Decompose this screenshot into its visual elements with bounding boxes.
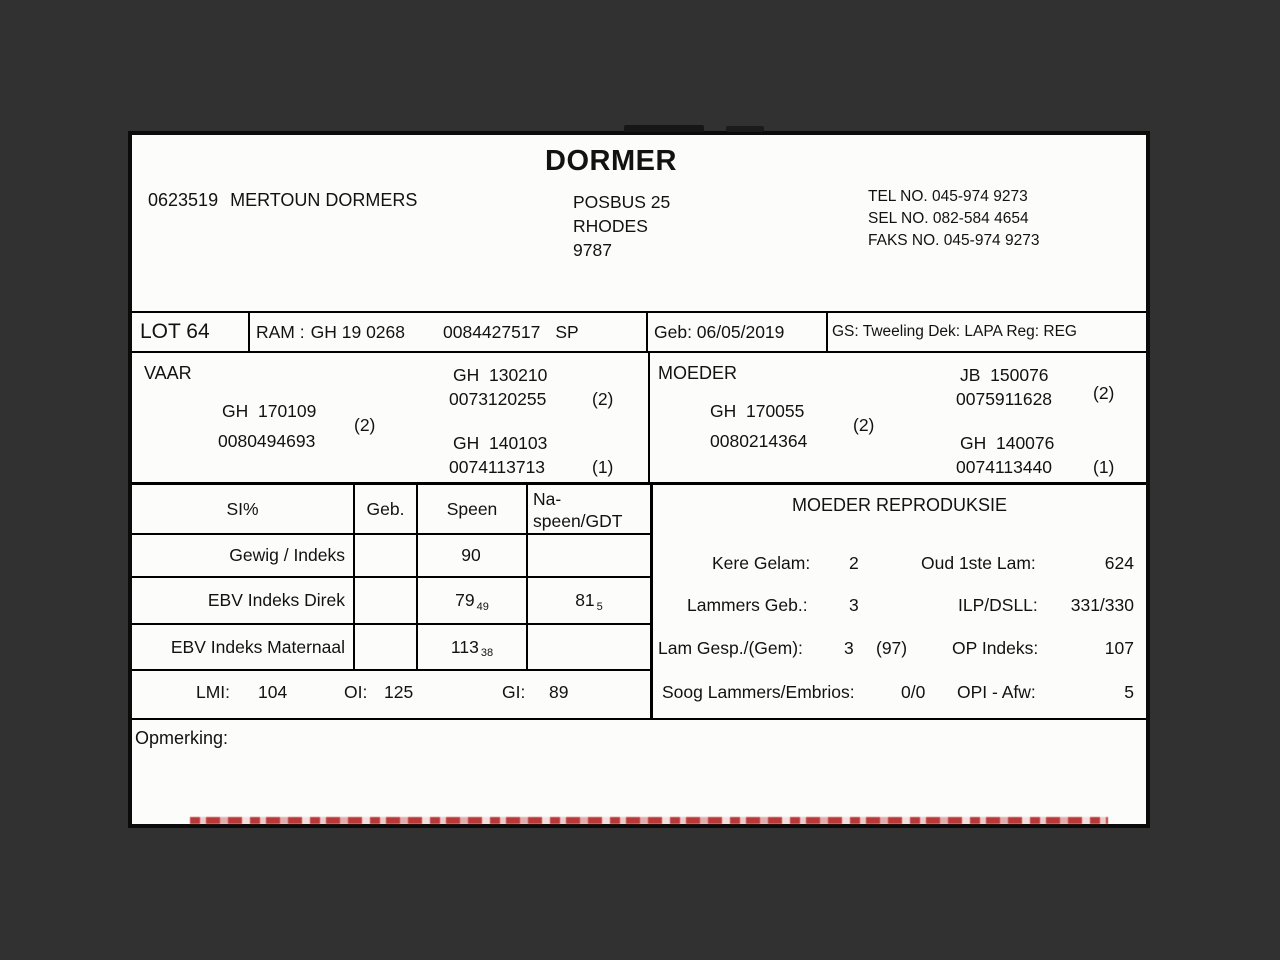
sire-grandsire-line1: GH 130210 bbox=[453, 365, 548, 385]
dam-grandsire-mark: (2) bbox=[1093, 383, 1115, 403]
gs-dek-reg-cell: GS: Tweeling Dek: LAPA Reg: REG bbox=[832, 323, 1077, 340]
catalog-card bbox=[128, 131, 1150, 828]
opi-afw-value: 5 bbox=[1124, 682, 1134, 702]
speen-number: 90 bbox=[461, 545, 481, 565]
lmi-value: 104 bbox=[258, 682, 288, 702]
breed-title: DORMER bbox=[545, 145, 677, 177]
col-header-si: SI% bbox=[132, 485, 355, 533]
sire-mark: (2) bbox=[354, 415, 376, 435]
dam-name-line2: 0080214364 bbox=[710, 431, 808, 451]
dam-name-line1: GH 170055 bbox=[710, 401, 805, 421]
naspeen-value bbox=[528, 535, 650, 576]
lammers-geb-value: 3 bbox=[849, 595, 859, 615]
lam-gesp-gem-value: (97) bbox=[876, 638, 908, 658]
ilp-dsll-value: 331/330 bbox=[1070, 595, 1134, 615]
si-table-row-ebv-direk bbox=[132, 578, 650, 625]
dam-heading: MOEDER bbox=[658, 363, 738, 383]
sire-panel bbox=[132, 353, 650, 482]
oud-1ste-lam-value: 624 bbox=[1104, 553, 1134, 573]
address-block bbox=[573, 190, 670, 262]
birth-date-cell: Geb: 06/05/2019 bbox=[648, 313, 828, 351]
op-indeks-label: OP Indeks: bbox=[952, 638, 1039, 658]
address-line-1: POSBUS 25 bbox=[573, 192, 671, 212]
col-header-naspeen-line1: Na- bbox=[533, 489, 562, 509]
col-header-naspeen bbox=[528, 485, 650, 533]
dam-grandsire-line2: 0075911628 bbox=[956, 389, 1053, 409]
row-label: Gewig / Indeks bbox=[132, 535, 355, 576]
reproduction-panel bbox=[653, 485, 1146, 718]
dam-panel bbox=[650, 353, 1146, 482]
lam-gesp-label: Lam Gesp./(Gem): bbox=[658, 638, 803, 658]
lot-number: LOT 64 bbox=[132, 313, 250, 351]
geb-value bbox=[355, 625, 418, 669]
op-indeks-value: 107 bbox=[1104, 638, 1134, 658]
naspeen-value bbox=[528, 625, 650, 669]
geb-value bbox=[355, 535, 418, 576]
si-table-row-gewig bbox=[132, 535, 650, 578]
scan-artifact bbox=[624, 125, 704, 132]
col-header-geb: Geb. bbox=[355, 485, 418, 533]
accuracy-subscript: 5 bbox=[596, 600, 603, 613]
lot-row bbox=[132, 311, 1146, 353]
naspeen-value bbox=[528, 578, 650, 623]
gi-label: GI: bbox=[502, 682, 526, 702]
oi-label: OI: bbox=[344, 682, 368, 702]
si-table-header-row bbox=[132, 485, 650, 535]
dam-granddam-line2: 0074113440 bbox=[956, 457, 1053, 477]
oi-value: 125 bbox=[384, 682, 414, 702]
pedigree-section bbox=[132, 353, 1146, 485]
dam-grandsire-line1: JB 150076 bbox=[960, 365, 1049, 385]
kere-gelam-label: Kere Gelam: bbox=[712, 553, 811, 573]
gi-value: 89 bbox=[549, 682, 569, 702]
col-header-speen: Speen bbox=[418, 485, 528, 533]
remarks-label: Opmerking: bbox=[135, 728, 229, 748]
speen-value bbox=[418, 578, 528, 623]
ram-reg-no: 0084427517 bbox=[443, 321, 541, 342]
ilp-dsll-label: ILP/DSLL: bbox=[958, 595, 1038, 615]
member-number: 0623519 bbox=[148, 190, 219, 210]
sire-heading: VAAR bbox=[144, 363, 192, 383]
address-line-2: RHODES bbox=[573, 216, 648, 236]
lmi-label: LMI: bbox=[196, 682, 231, 702]
row-label: EBV Indeks Maternaal bbox=[132, 625, 355, 669]
sire-granddam-line1: GH 140103 bbox=[453, 433, 548, 453]
ram-suffix: SP bbox=[555, 321, 579, 342]
si-table-row-ebv-maternaal bbox=[132, 625, 650, 671]
naspeen-number: 81 bbox=[575, 590, 595, 610]
ram-label: RAM : bbox=[256, 321, 305, 342]
ram-cell bbox=[250, 313, 648, 351]
stud-line bbox=[148, 190, 417, 211]
sel-line: SEL NO. 082-584 4654 bbox=[868, 210, 1029, 227]
sire-name-line2: 0080494693 bbox=[218, 431, 316, 451]
sire-granddam-line2: 0074113713 bbox=[449, 457, 546, 477]
lam-gesp-value: 3 bbox=[844, 638, 854, 658]
address-line-3: 9787 bbox=[573, 240, 612, 260]
speen-number: 113 bbox=[450, 636, 479, 657]
sire-grandsire-mark: (2) bbox=[592, 389, 614, 409]
faks-line: FAKS NO. 045-974 9273 bbox=[868, 232, 1040, 249]
opi-afw-label: OPI - Afw: bbox=[957, 682, 1036, 702]
dam-granddam-mark: (1) bbox=[1093, 457, 1115, 477]
accuracy-subscript: 38 bbox=[480, 647, 494, 659]
accuracy-subscript: 49 bbox=[476, 600, 489, 613]
tel-line: TEL NO. 045-974 9273 bbox=[868, 188, 1028, 205]
stud-name: MERTOUN DORMERS bbox=[230, 190, 418, 210]
speen-value bbox=[418, 625, 528, 669]
soog-lammers-value: 0/0 bbox=[901, 682, 926, 702]
scan-artifact bbox=[726, 126, 764, 132]
reproduction-title: MOEDER REPRODUKSIE bbox=[791, 495, 1008, 515]
sire-name-line1: GH 170109 bbox=[222, 401, 317, 421]
soog-lammers-label: Soog Lammers/Embrios: bbox=[662, 682, 855, 702]
illegible-red-footer-text bbox=[190, 817, 1108, 824]
sire-granddam-mark: (1) bbox=[592, 457, 614, 477]
oud-1ste-lam-label: Oud 1ste Lam: bbox=[921, 553, 1036, 573]
col-header-naspeen-line2: speen/GDT bbox=[533, 511, 623, 531]
speen-value bbox=[418, 535, 528, 576]
kere-gelam-value: 2 bbox=[849, 553, 859, 573]
contact-block bbox=[868, 186, 1039, 252]
lammers-geb-label: Lammers Geb.: bbox=[687, 595, 808, 615]
stats-and-reproduction bbox=[132, 485, 1146, 718]
dam-mark: (2) bbox=[853, 415, 875, 435]
speen-number: 79 bbox=[455, 590, 475, 610]
dam-granddam-line1: GH 140076 bbox=[960, 433, 1055, 453]
card-inner bbox=[132, 135, 1146, 824]
sire-grandsire-line2: 0073120255 bbox=[449, 389, 547, 409]
card-header bbox=[132, 135, 1146, 311]
ram-id: GH 19 0268 bbox=[310, 321, 405, 342]
row-label: EBV Indeks Direk bbox=[132, 578, 355, 623]
si-table bbox=[132, 485, 653, 718]
remarks-section bbox=[132, 718, 1146, 824]
indices-row bbox=[132, 671, 650, 718]
geb-value bbox=[355, 578, 418, 623]
